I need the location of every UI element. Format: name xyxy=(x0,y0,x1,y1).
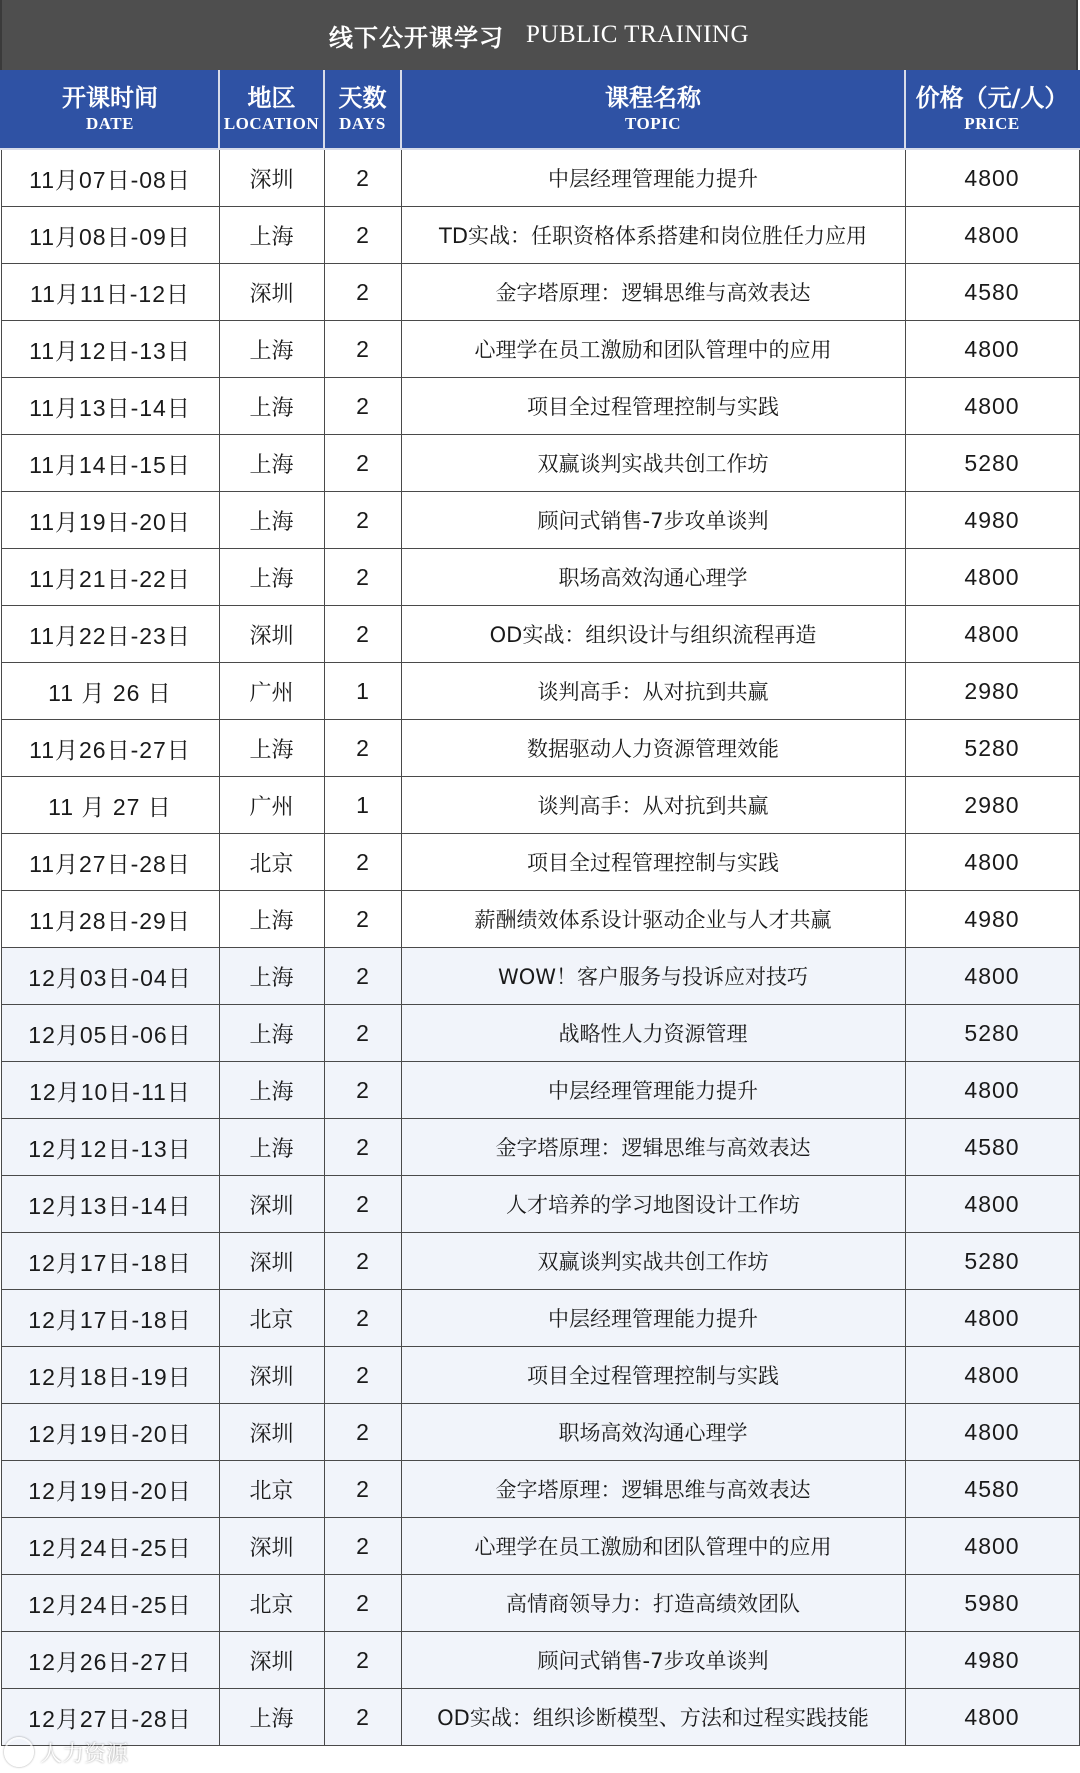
table-row xyxy=(1,1575,1079,1632)
table-row xyxy=(1,606,1079,663)
cell-location: 广州 xyxy=(219,663,324,720)
cell-days: 2 xyxy=(324,1290,401,1347)
cell-days: 2 xyxy=(324,435,401,492)
cell-location: 北京 xyxy=(219,1575,324,1632)
cell-date: 11月07日-08日 xyxy=(1,149,219,207)
cell-topic: 项目全过程管理控制与实践 xyxy=(401,834,905,891)
cell-date: 11月27日-28日 xyxy=(1,834,219,891)
cell-days: 2 xyxy=(324,606,401,663)
table-row xyxy=(1,207,1079,264)
header-location-en: LOCATION xyxy=(223,114,320,133)
cell-days: 2 xyxy=(324,948,401,1005)
table-row xyxy=(1,378,1079,435)
cell-price: 4800 xyxy=(905,1347,1079,1404)
cell-days: 2 xyxy=(324,1404,401,1461)
cell-date: 11月28日-29日 xyxy=(1,891,219,948)
cell-days: 1 xyxy=(324,663,401,720)
cell-location: 广州 xyxy=(219,777,324,834)
cell-location: 上海 xyxy=(219,492,324,549)
table-row xyxy=(1,1404,1079,1461)
cell-price: 4800 xyxy=(905,149,1079,207)
cell-topic: 高情商领导力：打造高绩效团队 xyxy=(401,1575,905,1632)
cell-topic: 金字塔原理：逻辑思维与高效表达 xyxy=(401,1119,905,1176)
table-row xyxy=(1,1233,1079,1290)
cell-location: 上海 xyxy=(219,378,324,435)
cell-location: 深圳 xyxy=(219,1518,324,1575)
cell-topic: 战略性人力资源管理 xyxy=(401,1005,905,1062)
cell-date: 12月19日-20日 xyxy=(1,1404,219,1461)
header-date-en: DATE xyxy=(86,114,134,133)
table-row xyxy=(1,1062,1079,1119)
cell-date: 11月14日-15日 xyxy=(1,435,219,492)
cell-date: 12月17日-18日 xyxy=(1,1233,219,1290)
title-english: PUBLIC TRAINING xyxy=(525,21,749,48)
cell-price: 4800 xyxy=(905,549,1079,606)
cell-topic: 心理学在员工激励和团队管理中的应用 xyxy=(401,1518,905,1575)
cell-price: 5980 xyxy=(905,1575,1079,1632)
table-row xyxy=(1,1176,1079,1233)
cell-date: 11月22日-23日 xyxy=(1,606,219,663)
cell-price: 4800 xyxy=(905,948,1079,1005)
cell-topic: 数据驱动人力资源管理效能 xyxy=(401,720,905,777)
header-topic-en: TOPIC xyxy=(624,114,682,133)
cell-days: 2 xyxy=(324,321,401,378)
cell-price: 5280 xyxy=(905,435,1079,492)
cell-price: 4580 xyxy=(905,1461,1079,1518)
title-bar xyxy=(0,0,1078,70)
table-row xyxy=(1,492,1079,549)
cell-location: 上海 xyxy=(219,435,324,492)
cell-price: 2980 xyxy=(905,663,1079,720)
cell-date: 11月08日-09日 xyxy=(1,207,219,264)
cell-location: 上海 xyxy=(219,1119,324,1176)
cell-days: 2 xyxy=(324,264,401,321)
cell-topic: OD实战：组织诊断模型、方法和过程实践技能 xyxy=(401,1689,905,1746)
cell-days: 2 xyxy=(324,1461,401,1518)
cell-price: 4800 xyxy=(905,378,1079,435)
table-row xyxy=(1,1518,1079,1575)
cell-location: 深圳 xyxy=(219,264,324,321)
cell-price: 4580 xyxy=(905,1119,1079,1176)
cell-topic: 心理学在员工激励和团队管理中的应用 xyxy=(401,321,905,378)
cell-topic: 中层经理管理能力提升 xyxy=(401,149,905,207)
cell-topic: 谈判高手：从对抗到共赢 xyxy=(401,777,905,834)
cell-location: 北京 xyxy=(219,834,324,891)
table-row xyxy=(1,1632,1079,1689)
table-row xyxy=(1,1689,1079,1746)
cell-price: 4980 xyxy=(905,891,1079,948)
cell-date: 12月03日-04日 xyxy=(1,948,219,1005)
cell-date: 12月17日-18日 xyxy=(1,1290,219,1347)
cell-price: 4800 xyxy=(905,1290,1079,1347)
cell-date: 12月19日-20日 xyxy=(1,1461,219,1518)
cell-topic: 顾问式销售-7步攻单谈判 xyxy=(401,1632,905,1689)
cell-days: 2 xyxy=(324,1632,401,1689)
cell-location: 上海 xyxy=(219,948,324,1005)
table-row xyxy=(1,948,1079,1005)
cell-days: 2 xyxy=(324,891,401,948)
cell-days: 2 xyxy=(324,1062,401,1119)
cell-location: 上海 xyxy=(219,1005,324,1062)
table-row xyxy=(1,663,1079,720)
cell-date: 12月24日-25日 xyxy=(1,1575,219,1632)
cell-price: 4800 xyxy=(905,321,1079,378)
cell-location: 深圳 xyxy=(219,1404,324,1461)
cell-topic: 中层经理管理能力提升 xyxy=(401,1062,905,1119)
header-topic xyxy=(401,70,905,149)
cell-price: 4980 xyxy=(905,492,1079,549)
cell-days: 2 xyxy=(324,492,401,549)
cell-price: 5280 xyxy=(905,720,1079,777)
cell-days: 2 xyxy=(324,207,401,264)
header-row xyxy=(1,70,1079,149)
cell-topic: WOW！客户服务与投诉应对技巧 xyxy=(401,948,905,1005)
cell-topic: 金字塔原理：逻辑思维与高效表达 xyxy=(401,1461,905,1518)
cell-date: 12月10日-11日 xyxy=(1,1062,219,1119)
cell-date: 12月27日-28日 xyxy=(1,1689,219,1746)
cell-days: 2 xyxy=(324,1233,401,1290)
table-row xyxy=(1,435,1079,492)
cell-date: 11月21日-22日 xyxy=(1,549,219,606)
cell-topic: 双赢谈判实战共创工作坊 xyxy=(401,435,905,492)
cell-topic: 谈判高手：从对抗到共赢 xyxy=(401,663,905,720)
cell-price: 4800 xyxy=(905,834,1079,891)
schedule-body xyxy=(1,149,1079,1746)
header-price-en: PRICE xyxy=(964,114,1020,133)
cell-location: 上海 xyxy=(219,720,324,777)
cell-price: 5280 xyxy=(905,1233,1079,1290)
cell-location: 深圳 xyxy=(219,606,324,663)
cell-topic: 双赢谈判实战共创工作坊 xyxy=(401,1233,905,1290)
header-days-en: DAYS xyxy=(339,114,386,133)
table-row xyxy=(1,321,1079,378)
cell-price: 4800 xyxy=(905,1062,1079,1119)
table-row xyxy=(1,1005,1079,1062)
cell-days: 2 xyxy=(324,720,401,777)
cell-price: 4800 xyxy=(905,207,1079,264)
cell-date: 12月12日-13日 xyxy=(1,1119,219,1176)
header-topic-cn: 课程名称 xyxy=(605,84,701,112)
cell-topic: 中层经理管理能力提升 xyxy=(401,1290,905,1347)
cell-days: 2 xyxy=(324,1347,401,1404)
cell-location: 上海 xyxy=(219,207,324,264)
title-chinese: 线下公开课学习 xyxy=(328,23,504,52)
cell-price: 4580 xyxy=(905,264,1079,321)
cell-location: 上海 xyxy=(219,549,324,606)
table-row xyxy=(1,1347,1079,1404)
cell-location: 北京 xyxy=(219,1290,324,1347)
header-date-cn: 开课时间 xyxy=(62,84,158,112)
header-location-cn: 地区 xyxy=(247,84,296,112)
cell-price: 4800 xyxy=(905,1176,1079,1233)
cell-date: 12月26日-27日 xyxy=(1,1632,219,1689)
table-row xyxy=(1,1290,1079,1347)
cell-topic: 职场高效沟通心理学 xyxy=(401,549,905,606)
cell-date: 12月13日-14日 xyxy=(1,1176,219,1233)
table-row xyxy=(1,891,1079,948)
cell-price: 5280 xyxy=(905,1005,1079,1062)
watermark-text: 人力资源 xyxy=(40,1741,129,1767)
cell-location: 深圳 xyxy=(219,1233,324,1290)
header-price xyxy=(905,70,1079,149)
cell-topic: 薪酬绩效体系设计驱动企业与人才共赢 xyxy=(401,891,905,948)
cell-days: 2 xyxy=(324,378,401,435)
cell-date: 12月05日-06日 xyxy=(1,1005,219,1062)
cell-price: 4800 xyxy=(905,606,1079,663)
header-days xyxy=(324,70,401,149)
cell-date: 12月24日-25日 xyxy=(1,1518,219,1575)
cell-days: 2 xyxy=(324,1575,401,1632)
cell-location: 深圳 xyxy=(219,1632,324,1689)
table-row xyxy=(1,1119,1079,1176)
cell-location: 深圳 xyxy=(219,1176,324,1233)
schedule-table xyxy=(0,70,1080,1746)
cell-topic: 职场高效沟通心理学 xyxy=(401,1404,905,1461)
cell-location: 上海 xyxy=(219,1062,324,1119)
cell-price: 2980 xyxy=(905,777,1079,834)
cell-date: 11月19日-20日 xyxy=(1,492,219,549)
cell-days: 2 xyxy=(324,149,401,207)
cell-date: 11月13日-14日 xyxy=(1,378,219,435)
cell-days: 2 xyxy=(324,1518,401,1575)
cell-topic: 金字塔原理：逻辑思维与高效表达 xyxy=(401,264,905,321)
cell-days: 1 xyxy=(324,777,401,834)
cell-price: 4800 xyxy=(905,1518,1079,1575)
cell-date: 11月12日-13日 xyxy=(1,321,219,378)
header-price-cn: 价格（元/人） xyxy=(915,84,1069,112)
cell-days: 2 xyxy=(324,834,401,891)
table-row xyxy=(1,777,1079,834)
cell-topic: 顾问式销售-7步攻单谈判 xyxy=(401,492,905,549)
cell-days: 2 xyxy=(324,1176,401,1233)
table-row xyxy=(1,549,1079,606)
cell-days: 2 xyxy=(324,549,401,606)
cell-days: 2 xyxy=(324,1119,401,1176)
cell-price: 4800 xyxy=(905,1404,1079,1461)
table-row xyxy=(1,720,1079,777)
table-row xyxy=(1,149,1079,207)
cell-location: 北京 xyxy=(219,1461,324,1518)
cell-days: 2 xyxy=(324,1005,401,1062)
cell-location: 深圳 xyxy=(219,1347,324,1404)
table-row xyxy=(1,1461,1079,1518)
table-row xyxy=(1,264,1079,321)
cell-topic: OD实战：组织设计与组织流程再造 xyxy=(401,606,905,663)
cell-topic: 项目全过程管理控制与实践 xyxy=(401,378,905,435)
cell-location: 深圳 xyxy=(219,149,324,207)
cell-date: 11月26日-27日 xyxy=(1,720,219,777)
table-row xyxy=(1,834,1079,891)
cell-location: 上海 xyxy=(219,1689,324,1746)
cell-location: 上海 xyxy=(219,891,324,948)
cell-days: 2 xyxy=(324,1689,401,1746)
cell-location: 上海 xyxy=(219,321,324,378)
cell-date: 11月11日-12日 xyxy=(1,264,219,321)
header-days-cn: 天数 xyxy=(338,84,387,112)
cell-topic: 项目全过程管理控制与实践 xyxy=(401,1347,905,1404)
header-date xyxy=(1,70,219,149)
cell-topic: TD实战：任职资格体系搭建和岗位胜任力应用 xyxy=(401,207,905,264)
cell-date: 11 月 26 日 xyxy=(1,663,219,720)
cell-price: 4800 xyxy=(905,1689,1079,1746)
cell-date: 12月18日-19日 xyxy=(1,1347,219,1404)
cell-date: 11 月 27 日 xyxy=(1,777,219,834)
cell-price: 4980 xyxy=(905,1632,1079,1689)
cell-topic: 人才培养的学习地图设计工作坊 xyxy=(401,1176,905,1233)
header-location xyxy=(219,70,324,149)
